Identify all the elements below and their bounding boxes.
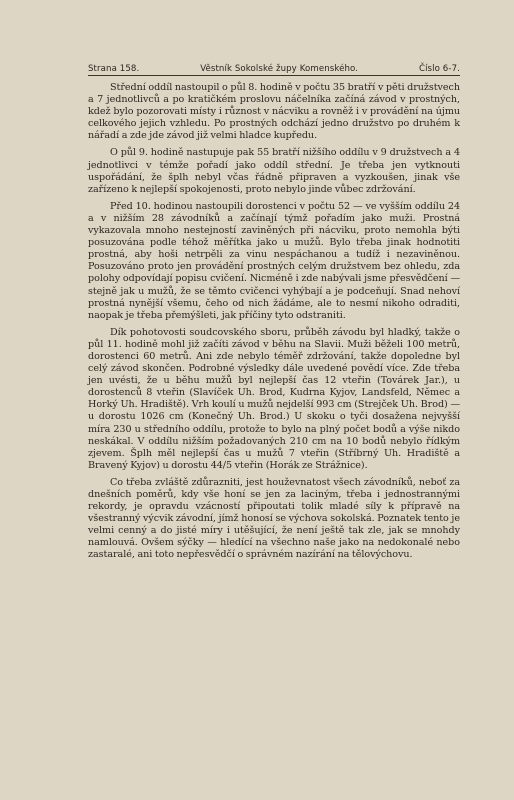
paragraph-youth: Před 10. hodinou nastoupili dorostenci v počtu 52 — ve vyšším oddílu 24 a v nižším 28 závodníků a začínají týmž pořadím jako muži. Prostná vykazovala mnoho nestejností zaviněných při nácviku, proto nemohla býti posuzována podle téhož měřítka jako u mužů. Bylo třeba jinak hodnotiti prostná, aby hoši netrpěli za vinu nespáchanou a tudíž i nezaviněnou. Posuzováno proto jen provádění prostných celým družstvem bez ohledu, zda polohy odpovídají popisu cvičení. Nicméně i zde nabývali jsme přesvědčení — stejně jak u mužů, že se těmto cvičenci vyhýbají a je podceňují. Snad nehoví prostná nynější všemu, čeho od nich žádáme, ale to nesmí nikoho odraditi, naopak je třeba přemýšleti, jak příčiny tyto odstraniti. [88,200,460,321]
paragraph-results: Dík pohotovosti soudcovského sboru, průběh závodu byl hladký, takže o půl 11. hodině mohl již začíti závod v běhu na Slavii. Muži běželi 100 metrů, dorostenci 60 metrů. Ani zde nebylo téměř zdržování, takže dopoledne byl celý závod skončen. Podrobné výsledky dále uvedené povědí více. Zde třeba jen uvésti, že u běhu mužů byl nejlepší čas 12 vteřin (Továrek Jar.), u dorostenců 8 vteřin (Slavíček Uh. Brod, Kudrna Kyjov, Landsfeld, Němec a Horký Uh. Hradiště). Vrh koulí u mužů nejdelší 993 cm (Strejček Uh. Brod) — u dorostu 1026 cm (Konečný Uh. Brod.) U skoku o tyči dosažena nejvyšší míra 230 u středního oddílu, protože to bylo na plný počet bodů a výše nikdo neskákal. V oddílu nižším požadovaných 210 cm na 10 bodů nebylo řídkým zjevem. Šplh měl nejlepší čas u mužů 7 vteřin (Stříbrný Uh. Hradiště a Bravený Kyjov) u dorostu 44/5 vteřin (Horák ze Strážnice). [88,326,460,471]
paragraph-middle-division: Střední oddíl nastoupil o půl 8. hodině v počtu 35 bratří v pěti družstvech a 7 jednotlivců a po kratičkém proslovu náčelníka začíná závod v prostných, kdež bylo pozorovati místy i různost v nácviku a rovněž i v provádění na újmu celkového jejich vzhledu. Po prostných odchází jedno družstvo po druhém k nářadí a zde jde závod již velmi hladce kupředu. [88,82,460,142]
journal-title: Věstník Sokolské župy Komenského. [200,64,359,74]
page-number-label: Strana 158. [88,64,140,74]
paragraph-conclusion: Co třeba zvláště zdůrazniti, jest houževnatost všech závodníků, neboť za dnešních poměrů, kdy vše honí se jen za laciným, třeba i jednostrannými rekordy, je opravdu vzácností připoutati tolik mladé síly k přípravě na všestranný výcvik závodní, jímž honosí se výchova sokolská. Poznatek tento je velmi cenný a do jisté míry i utěšující, že není ještě tak zle, jak se mnohdy namlouvá. Ovšem sýčky — hledící na všechno naše jako na nedokonalé nebo zastaralé, ani toto nepřesvědčí o správném nazírání na tělovýchovu. [88,476,460,561]
paragraph-lower-division: O půl 9. hodině nastupuje pak 55 bratří nižšího oddílu v 9 družstvech a 4 jednotlivci v témže pořadí jako oddíl střední. Je třeba jen vytknouti uspořádání, že šplh nebyl včas řádně připraven a vyzkoušen, jinak vše zařízeno k nejlepší spokojenosti, proto nebylo jinde vůbec zdržování. [88,147,460,195]
page-header [88,64,460,76]
issue-number-label: Číslo 6-7. [418,64,460,74]
article-body [88,82,460,562]
